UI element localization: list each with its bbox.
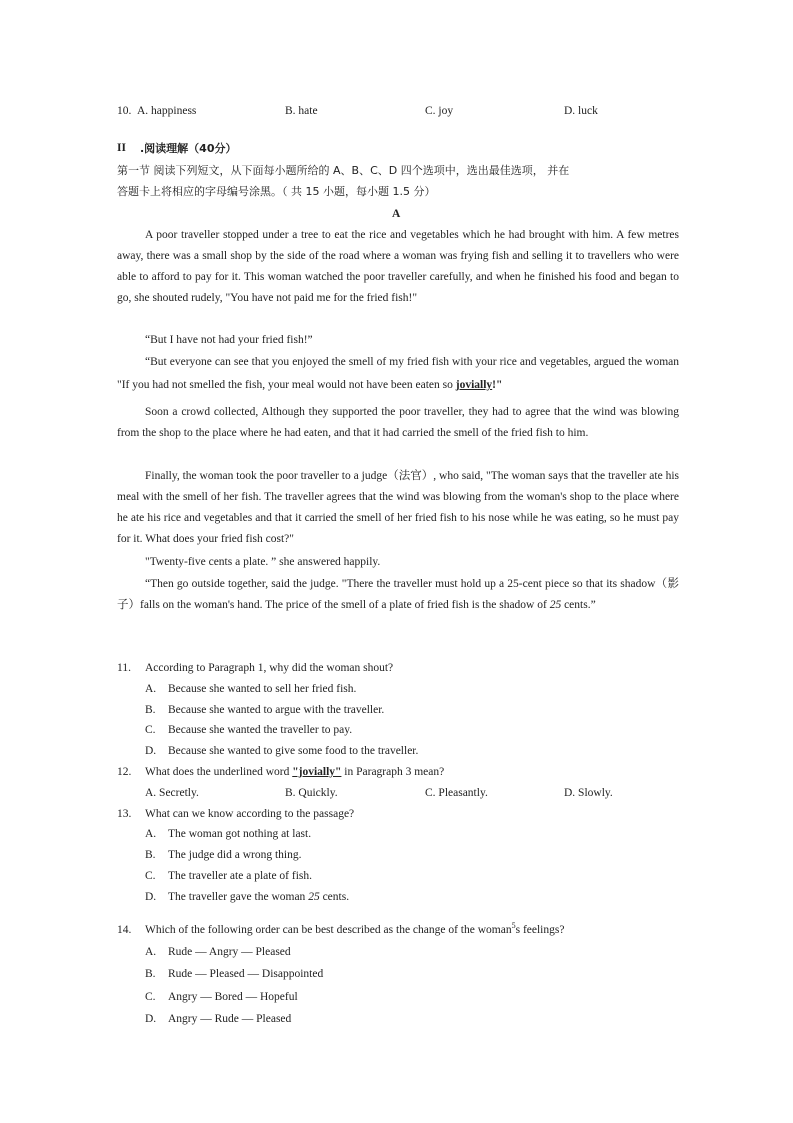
passage-paragraph-7-text: “Then go outside together, said the judge. "There the traveller must hold up a 25-cent piece so that its shadow（影子）falls on the woman's hand. The price of the smell of a plate of fried fish is the shadow of bbox=[117, 578, 679, 611]
question-14-option-d-letter: D. bbox=[145, 1013, 157, 1025]
question-14-stem bbox=[145, 920, 564, 941]
passage-paragraph-4: Soon a crowd collected, Although they supported the poor traveller, they had to agree that the wind was blowing from the shop to the place where he had eaten, and that it had carried the smell of the fried fish to him. bbox=[117, 406, 679, 439]
passage-paragraph-6: "Twenty-five cents a plate. ” she answered happily. bbox=[145, 556, 381, 568]
question-13-option-b-text: The judge did a wrong thing. bbox=[168, 849, 302, 861]
question-14-number: 14. bbox=[117, 924, 132, 936]
question-13-option-d-number: 25 bbox=[308, 891, 320, 903]
question-12-option-d: D. Slowly. bbox=[564, 787, 613, 799]
question-12-number: 12. bbox=[117, 766, 132, 778]
question-13-option-c-text: The traveller ate a plate of fish. bbox=[168, 870, 312, 882]
passage-paragraph-5: Finally, the woman took the poor traveller to a judge（法官）, who said, "The woman says that the traveller ate his meal with the smell of her fish. The traveller agrees that the wind was blowing from the woman's shop to the place where he ate his rice and vegetables and that it carried the smell of her fried fish to his nose while he was eating, so he must pay for it. What does your fried fish cost?" bbox=[117, 470, 679, 545]
question-10-option-b: B. hate bbox=[285, 105, 318, 117]
question-14-option-d-text: Angry — Rude — Pleased bbox=[168, 1013, 292, 1025]
question-14-stem-end: s feelings? bbox=[515, 924, 565, 936]
question-10-option-c: C. joy bbox=[425, 105, 454, 117]
question-10-option-a: A. happiness bbox=[137, 105, 197, 117]
question-13-option-d-letter: D. bbox=[145, 891, 157, 903]
question-12-stem bbox=[145, 762, 444, 783]
section-roman-numeral: II bbox=[117, 142, 126, 154]
question-12-option-c: C. Pleasantly. bbox=[425, 787, 488, 799]
question-11-option-b-text: Because she wanted to argue with the traveller. bbox=[168, 704, 385, 716]
question-14-option-b-text: Rude — Pleased — Disappointed bbox=[168, 968, 324, 980]
question-12-option-b: B. Quickly. bbox=[285, 787, 338, 799]
question-12-underlined-word: "jovially" bbox=[292, 766, 342, 778]
question-13-option-d-text bbox=[168, 887, 349, 908]
question-14-option-a-text: Rude — Angry — Pleased bbox=[168, 946, 291, 958]
question-11-option-a-letter: A. bbox=[145, 683, 157, 695]
passage-paragraph-3-text: “But everyone can see that you enjoyed the smell of my fried fish with your rice and vegetables, argued the woman "If you had not smelled the fish, your meal would not have been eaten so bbox=[117, 356, 679, 391]
question-11-number: 11. bbox=[117, 662, 131, 674]
question-13-number: 13. bbox=[117, 808, 132, 820]
question-14-option-c-text: Angry — Bored — Hopeful bbox=[168, 991, 298, 1003]
question-12-stem-end: in Paragraph 3 mean? bbox=[341, 766, 445, 778]
passage-paragraph-7-number: 25 bbox=[549, 599, 562, 611]
question-13-option-c-letter: C. bbox=[145, 870, 156, 882]
question-13-option-a-text: The woman got nothing at last. bbox=[168, 828, 312, 840]
passage-paragraph-7 bbox=[117, 574, 679, 616]
question-11-option-d-text: Because she wanted to give some food to the traveller. bbox=[168, 745, 419, 757]
passage-paragraph-2: “But I have not had your fried fish!” bbox=[145, 334, 313, 346]
question-11-option-b-letter: B. bbox=[145, 704, 156, 716]
passage-heading: A bbox=[392, 208, 401, 220]
question-11-option-c-text: Because she wanted the traveller to pay. bbox=[168, 724, 353, 736]
question-11-option-a-text: Because she wanted to sell her fried fish. bbox=[168, 683, 357, 695]
question-13-option-d-start: The traveller gave the woman bbox=[168, 891, 309, 903]
underlined-word-jovially: jovially bbox=[455, 379, 493, 391]
question-13-option-a-letter: A. bbox=[145, 828, 157, 840]
question-13-option-b-letter: B. bbox=[145, 849, 156, 861]
question-14-option-c-letter: C. bbox=[145, 991, 156, 1003]
section-instruction-line-1: 第一节 阅读下列短文，从下面每小题所给的 A、B、C、D 四个选项中，选出最佳选项， 并在 bbox=[117, 164, 570, 177]
question-14-stem-start: Which of the following order can be best described as the change of the woman bbox=[145, 924, 512, 936]
passage-paragraph-7-end: cents.” bbox=[561, 599, 596, 611]
question-14-option-a-letter: A. bbox=[145, 946, 157, 958]
question-12-stem-start: What does the underlined word bbox=[145, 766, 293, 778]
question-13-stem: What can we know according to the passage? bbox=[145, 808, 355, 820]
passage-paragraph-3 bbox=[117, 351, 679, 397]
question-11-stem: According to Paragraph 1, why did the woman shout? bbox=[145, 662, 394, 674]
question-14-superscript: 5 bbox=[511, 921, 516, 931]
question-13-option-d-end: cents. bbox=[319, 891, 350, 903]
section-instruction-line-2: 答题卡上将相应的字母编号涂黑。（ 共 15 小题，每小题 1.5 分） bbox=[117, 185, 436, 198]
question-10-option-d: D. luck bbox=[564, 105, 598, 117]
passage-paragraph-3-end: !" bbox=[492, 379, 503, 391]
section-title: .阅读理解（40分） bbox=[140, 142, 237, 155]
question-10-number: 10. bbox=[117, 105, 132, 117]
passage-paragraph-1: A poor traveller stopped under a tree to eat the rice and vegetables which he had brought with him. A few metres away, there was a small shop by the side of the road where a woman was frying fish and selling it to travellers who were able to afford to pay for it. This woman watched the poor traveller carefully, and when he finished his food and began to go, she shouted rudely, "You have not paid me for the fried fish!" bbox=[117, 229, 679, 304]
question-14-option-b-letter: B. bbox=[145, 968, 156, 980]
question-11-option-d-letter: D. bbox=[145, 745, 157, 757]
question-11-option-c-letter: C. bbox=[145, 724, 156, 736]
question-12-option-a: A. Secretly. bbox=[145, 787, 199, 799]
